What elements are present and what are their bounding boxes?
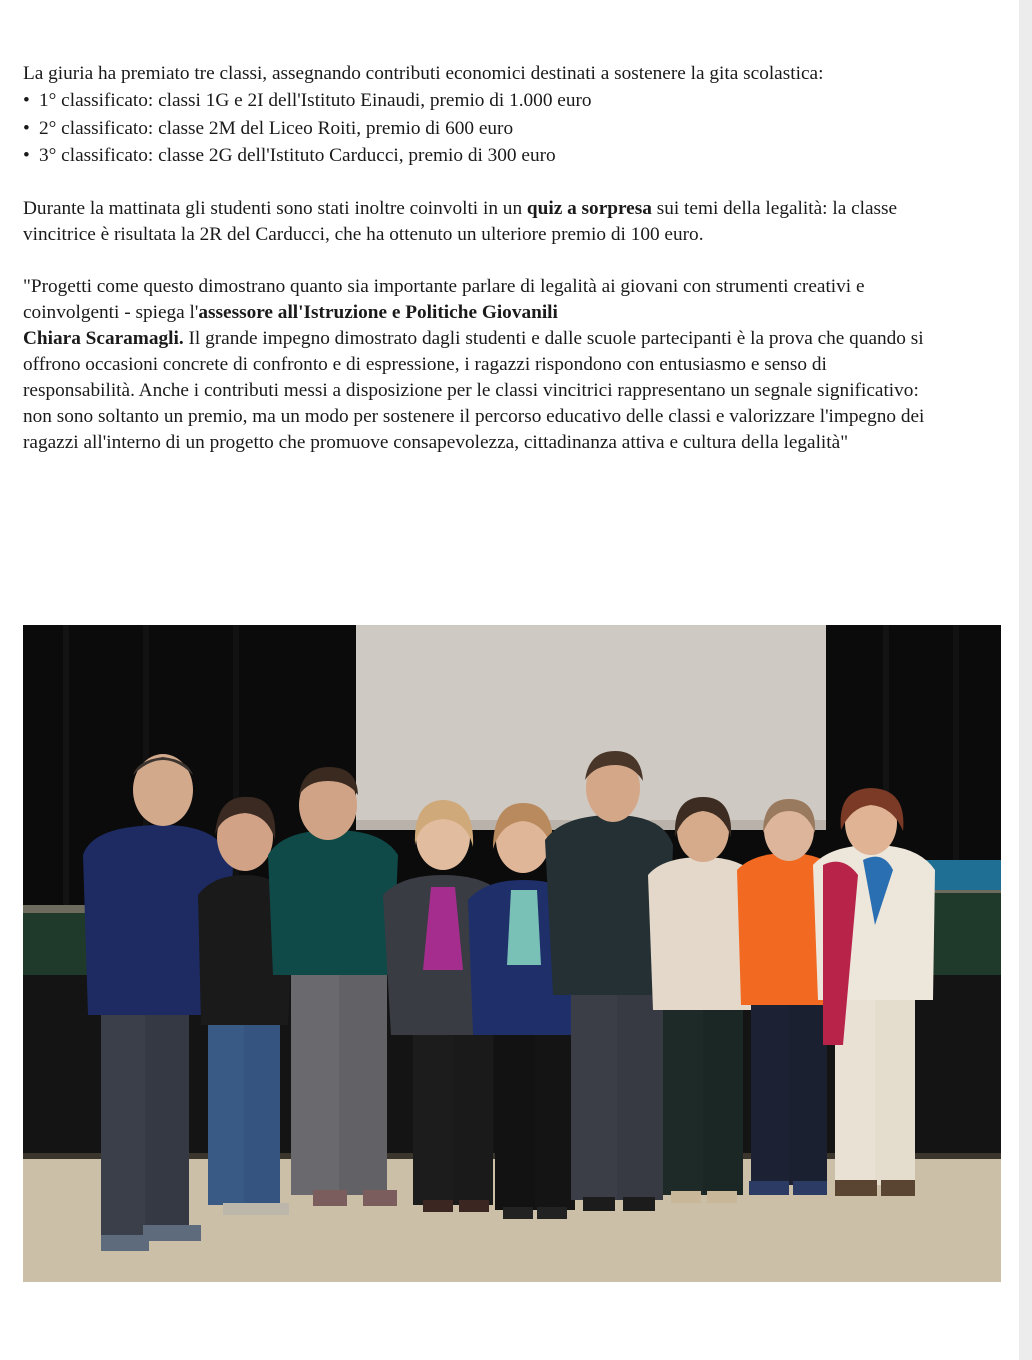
quote-text-after: Il grande impegno dimostrato dagli studenti e dalle scuole partecipanti è la prova che quando si offrono occasioni concrete di confronto e di espressione, i ragazzi rispondono con entusiasmo e senso di responsabilità. Anche i contributi messi a disposizione per le classi vincitrici rappresentano un segnale significativo: non sono soltanto un premio, ma un modo per sostenere il percorso educativo delle classi e valorizzare l'impegno dei ragazzi all'interno di un progetto che promuove consapevolezza, cittadinanza attiva e cultura della legalità": [23, 327, 925, 453]
scrollbar-track[interactable]: [1019, 0, 1032, 1360]
intro-paragraph: La giuria ha premiato tre classi, assegnando contributi economici destinati a sostenere la gita scolastica:: [23, 63, 824, 84]
article-body: [23, 61, 928, 456]
bullet-icon: •: [23, 90, 30, 111]
group-photo-illustration: [23, 625, 1001, 1282]
prize-list: [23, 87, 928, 170]
prize-third: 3° classificato: classe 2G dell'Istituto Carducci, premio di 300 euro: [39, 145, 556, 166]
assessor-role: assessore all'Istruzione e Politiche Giovanili: [198, 301, 558, 323]
prize-second: 2° classificato: classe 2M del Liceo Roiti, premio di 600 euro: [39, 117, 514, 139]
bullet-icon: •: [23, 117, 30, 139]
quiz-text-after: sui temi della legalità: la classe vincitrice è risultata la 2R del Carducci, che ha ottenuto un ulteriore premio di 100 euro.: [23, 197, 898, 245]
quiz-text-before: Durante la mattinata gli studenti sono stati inoltre coinvolti in un: [23, 197, 527, 219]
group-photo: [23, 625, 1001, 1282]
assessor-name: Chiara Scaramagli.: [23, 327, 184, 349]
prize-first: 1° classificato: classi 1G e 2I dell'Istituto Einaudi, premio di 1.000 euro: [39, 90, 592, 111]
quiz-highlight: quiz a sorpresa: [526, 197, 652, 219]
quote-text-before: "Progetti come questo dimostrano quanto sia importante parlare di legalità ai giovani con strumenti creativi e coinvolgenti - spiega l': [23, 275, 865, 323]
list-item: [23, 115, 928, 143]
quiz-paragraph: [23, 196, 928, 248]
quote-paragraph: [23, 274, 928, 456]
bullet-icon: •: [23, 145, 30, 166]
list-item: [23, 142, 928, 170]
list-item: [23, 87, 928, 115]
